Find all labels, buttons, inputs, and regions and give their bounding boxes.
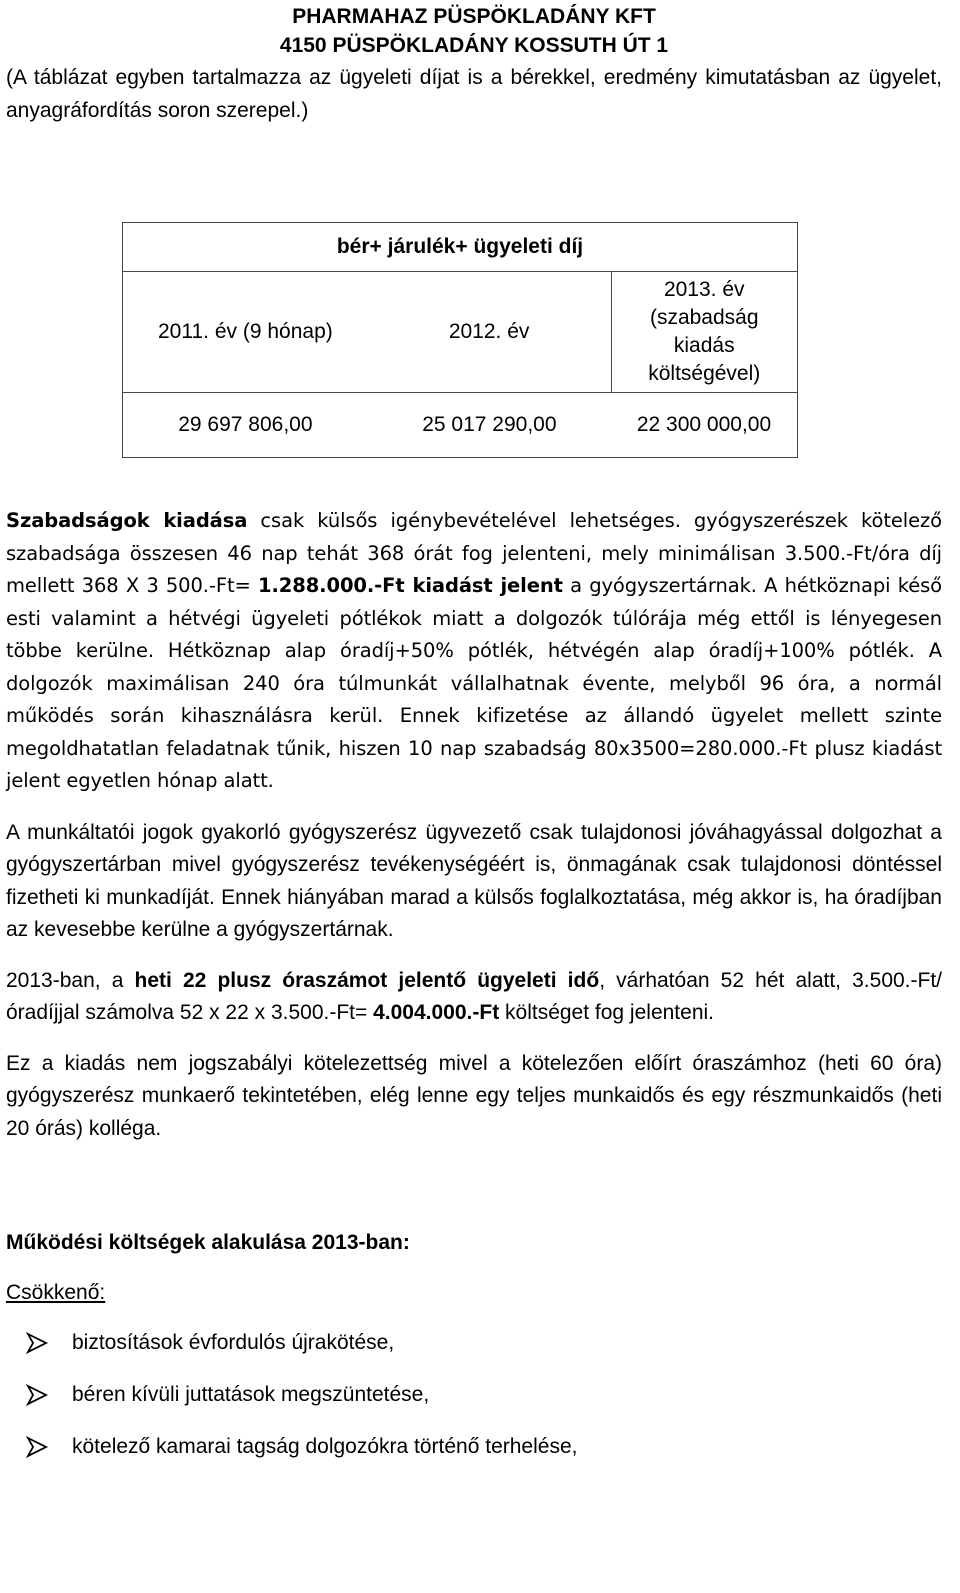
- list-item-label: kötelező kamarai tagság dolgozókra történő terhelése,: [72, 1435, 578, 1458]
- list-item: [6, 1431, 942, 1463]
- table-note: (A táblázat egyben tartalmazza az ügyeleti díjat is a bérekkel, eredmény kimutatásban az ügyelet, anyagráfordítás soron szerepel.): [6, 66, 942, 122]
- text-2013-3: költséget fog jelenteni.: [499, 1001, 714, 1024]
- list-item: [6, 1327, 942, 1359]
- paragraph-szabadsag: [6, 505, 942, 798]
- text-2013-1: 2013-ban, a: [6, 968, 135, 992]
- column-2012: 2012. év: [368, 272, 611, 393]
- section-subtitle: Csökkenő:: [6, 1281, 106, 1304]
- section-title: Működési költségek alakulása 2013-ban:: [6, 1231, 410, 1254]
- text-szabadsag-3: A hétköznapi késő esti valamint a hétvégi ügyeleti pótlékok miatt a dolgozók túlórája még ettől is lényegesen többe kerülne. Hétköznap alap óradíj+50% pótlék, hétvégén alap óradíj+100% pótlék. A dolgozók maximálisan 240 óra túlmunkát vállalhatnak évente, melyből 96 óra, a normál működés során kihasználásra kerül. Ennek kifizetése az állandó ügyelet mellett szinte megoldhatatlan feladatnak tűnik, hiszen 10 nap szabadság 80x3500=280.000.-Ft plusz kiadást jelent egyetlen hónap alatt.: [6, 574, 942, 792]
- column-2013: [611, 272, 798, 393]
- column-2013-line: (szabadság: [649, 306, 759, 329]
- text-szabadsag-2: a gyógyszertárnak.: [562, 574, 757, 597]
- paragraph-munkaltato: A munkáltatói jogok gyakorló gyógyszerész ügyvezető csak tulajdonosi jóváhagyással dolgozhat a gyógyszertárban mivel gyógyszerész tevékenységéért is, önmagának csak tulajdonosi döntéssel fizetheti ki munkadíját. Ennek hiányában marad a külsős foglalkoztatása, még akkor is, ha óradíjban az kevesebbe kerülne a gyógyszertárnak.: [6, 820, 942, 941]
- bold-4004000: 4.004.000.-Ft: [373, 1001, 500, 1024]
- salary-table: [122, 222, 798, 458]
- text-szabadsag-1: csak külsős igénybevételével lehetséges. gyógyszerészek kötelező szabadsága összesen 46 nap tehát 368 órát fog jelenteni, mely minimálisan 3.500.-Ft/óra díj mellett 368 X 3 500.-Ft=: [6, 509, 942, 597]
- company-name: PHARMAHAZ PÜSPÖKLADÁNY KFT: [292, 5, 656, 28]
- column-2011: 2011. év (9 hónap): [123, 272, 368, 393]
- list-item-label: biztosítások évfordulós újrakötése,: [72, 1331, 395, 1354]
- value-2012: 25 017 290,00: [368, 393, 611, 458]
- table-title: bér+ járulék+ ügyeleti díj: [123, 223, 798, 272]
- column-2013-line: költségével): [648, 362, 761, 385]
- column-2013-line: 2013. év: [663, 278, 745, 301]
- arrow-bullet-icon: [26, 1384, 50, 1406]
- value-2011: 29 697 806,00: [123, 393, 368, 458]
- arrow-bullet-icon: [26, 1332, 50, 1354]
- paragraph-ez: Ez a kiadás nem jogszabályi kötelezettség mivel a kötelezően előírt óraszámhoz (heti 60 óra) gyógyszerész munkaerő tekintetében, elég lenne egy teljes munkaidős és egy részmunkaidős (heti 20 órás) kolléga.: [6, 1051, 942, 1140]
- bold-szabadsagok: Szabadságok kiadása: [6, 509, 248, 532]
- list-item-label: béren kívüli juttatások megszüntetése,: [72, 1383, 430, 1406]
- arrow-bullet-icon: [26, 1436, 50, 1458]
- list-item: [6, 1379, 942, 1411]
- bullet-list: [6, 1327, 942, 1463]
- company-address: 4150 PÜSPÖKLADÁNY KOSSUTH ÚT 1: [279, 34, 669, 57]
- column-2013-line: kiadás: [673, 334, 735, 357]
- bold-kiadas-amount: 1.288.000.-Ft kiadást jelent: [257, 574, 563, 597]
- value-2013: 22 300 000,00: [611, 393, 798, 458]
- paragraph-2013: [6, 965, 942, 1030]
- bold-heti-22: heti 22 plusz óraszámot jelentő ügyeleti idő: [134, 968, 600, 992]
- text-2013-2: , várhatóan 52 hét alatt, 3.500.-Ft/ óradíjjal számolva 52 x 22 x 3.500.-Ft=: [6, 968, 942, 1024]
